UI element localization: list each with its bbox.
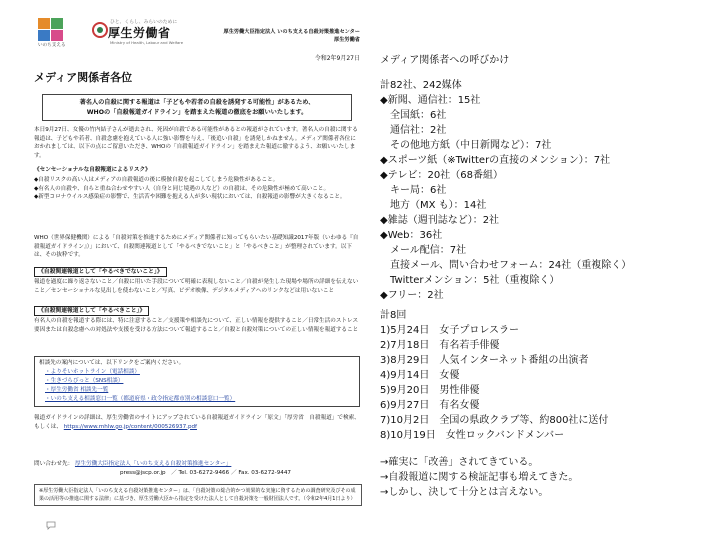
org-line-2: 厚生労働省	[334, 36, 360, 43]
who-paragraph: WHO（世界保健機関）による「自殺対策を推進するためにメディア関係者に知ってもらいたい基礎知識2017年版（いわゆる『自殺報道ガイドライン』）」において、自殺関連報道として「やるべきでないこと」と「やるべきこと」が整理されています。以下は、その抜粋です。	[34, 235, 359, 259]
summary-line: メール配信：7社	[380, 245, 467, 256]
footnote-box: ※厚生労働大臣指定法人「いのち支える自殺対策推進センター」は、「自殺対策の総合的かつ効果的な実施に資するための調査研究及びその成果の活用等の推進に関する法律」に基づき、厚生労働大臣から指定を受けた法人として自殺対策を一般財団法人です。（令和2年4月1日より）	[34, 484, 362, 506]
dont-text: 報道を過度に繰り返さないこと／自殺に用いた手段について明確に表現しないこと／自殺が発生した現場や場所の詳細を伝えないこと／センセーショナルな見出しを使わないこと／写真、ビデオ映像、デジタルメディアへのリンクなどは用いないこと	[34, 279, 359, 294]
risk-item: ◆新型コロナウイルス感染症の影響で、生活苦や困難を抱える人が多い現状においては、自殺報道の影響が大きくなること。	[34, 194, 346, 201]
summary-line: →確実に「改善」されてきている。	[380, 457, 539, 468]
summary-line: 計82社、242媒体	[380, 80, 462, 91]
summary-line: Twitterメンション：5社（重複除く）	[380, 275, 560, 286]
summary-line: 直接メール、問い合わせフォーム：24社（重複除く）	[380, 260, 632, 271]
summary-line: 2)7月18日 有名若手俳優	[380, 340, 500, 351]
summary-line: 8)10月19日 女性ロックバンドメンバー	[380, 430, 565, 441]
org-line-1: 厚生労働大臣指定法人 いのち支える自殺対策推進センター	[223, 29, 360, 35]
summary-line: ◆スポーツ紙（※Twitterの直接のメンション）：7社	[380, 155, 611, 166]
contact-label: 問い合わせ先：	[34, 461, 74, 467]
do-heading: 《自殺関連報道として「やるべきこと」》	[34, 306, 149, 316]
guideline-paragraph	[34, 414, 360, 431]
summary-line: その他地方紙（中日新聞など）：7社	[380, 140, 552, 151]
summary-title: メディア関係者への呼びかけ	[380, 55, 510, 66]
consult-link-windows[interactable]: ・いのち支える相談窓口一覧（都道府県・政令指定都市別の相談窓口一覧）	[45, 395, 236, 402]
document-date: 令和2年9月27日	[314, 55, 360, 62]
summary-line: 3)8月29日 人気インターネット番組の出演者	[380, 355, 589, 366]
summary-line: 1)5月24日 女子プロレスラー	[380, 325, 520, 336]
summary-line: 計8回	[380, 310, 407, 321]
summary-line: 6)9月27日 有名女優	[380, 400, 480, 411]
contact-details: press@jscp.or.jp ／ Tel. 03-6272-9466 ／ Fax. 03-6272-9447	[120, 469, 291, 476]
request-title-box	[42, 94, 352, 121]
summary-line: →自殺報道に関する検証記事も増えてきた。	[380, 472, 579, 483]
summary-line: ◆新聞、通信社：15社	[380, 95, 481, 106]
summary-line: 全国紙：6社	[380, 110, 447, 121]
risk-list	[34, 176, 360, 202]
dont-heading: 《自殺関連報道として「やるべきでないこと」》	[34, 267, 167, 277]
guideline-url-link[interactable]: https://www.mhlw.go.jp/content/000526937.pdf	[63, 423, 198, 430]
addressee: メディア関係者各位	[34, 71, 133, 84]
request-title-line-1: 著名人の自殺に関する報道は「子どもや若者の自殺を誘発する可能性」があるため、	[79, 99, 315, 106]
guideline-text: 報道ガイドラインの詳細は、厚生労働省のサイトにアップされている自殺報道ガイドライン「原文」「厚労省 自殺報道」で検索、もしくは、	[34, 415, 360, 430]
summary-line: →しかし、決して十分とは言えない。	[380, 487, 549, 498]
consultation-box	[34, 356, 360, 407]
summary-line: 通信社：2社	[380, 125, 447, 136]
center-logo-icon	[38, 18, 64, 42]
logo-caption: いのち支える	[38, 43, 66, 48]
consult-link-sns[interactable]: ・生きづらびっと（SNS相談）	[45, 377, 124, 384]
ministry-name: 厚生労働省	[108, 26, 171, 40]
summary-line: ◆雑誌（週刊誌など）：2社	[380, 215, 500, 226]
risk-item: ◆自殺リスクの高い人はメディアの自殺報道の後に模倣自殺を起こしてしまう危険性があること。	[34, 177, 279, 183]
risk-heading: 《センセーショナルな自殺報道によるリスク》	[34, 167, 151, 173]
request-title-line-2: WHOの「自殺報道ガイドライン」を踏まえた報道の徹底をお願いいたします。	[86, 108, 308, 116]
summary-line: ◆フリー：2社	[380, 290, 444, 301]
issuing-organization	[184, 29, 360, 45]
risk-item: ◆有名人の自殺や、自らと重ね合わせやすい人（自身と同じ境遇の人など）の自殺は、その危険性が極めて高いこと。	[34, 185, 330, 192]
summary-line: ◆テレビ：20社（68番組）	[380, 170, 503, 181]
ministry-tagline: ひと、くらし、みらいのために	[110, 20, 178, 25]
consult-intro: 相談先の案内については、以下リンクをご案内ください。	[39, 360, 185, 366]
document-header	[34, 18, 360, 46]
summary-line: 地方（MX も）：14社	[380, 200, 487, 211]
intro-paragraph: 本日9月27日、女優の竹内結子さんが逝去され、死因が自殺である可能性があるとの報道がされています。著名人の自殺に関する報道は、子どもや若者、自殺念慮を抱えている人に強い影響を与え、「後追い自殺」を誘発しかねません。メディア関係者各位におかれましては、以下の点にご留意いただき、WHOの「自殺報道ガイドライン」を踏まえた報道に徹するよう、お願いいたします。	[34, 127, 358, 159]
summary-line: 7)10月2日 全国の県政クラブ等、約800社に送付	[380, 415, 609, 426]
contact-name-link[interactable]: 厚生労働大臣指定法人「いのち支える自殺対策推進センター」	[74, 461, 232, 467]
contact-info	[34, 460, 360, 478]
press-release-document	[34, 0, 360, 541]
consult-link-hotline[interactable]: ・よりそいホットライン（電話相談）	[45, 368, 140, 375]
consult-link-mhlw[interactable]: ・厚生労働省 相談先一覧	[45, 386, 109, 393]
do-text: 有名人の自殺を報道する際には、特に注意すること／支援策や相談先について、正しい情報を提供すること／日常生活のストレス要因または自殺念慮への対処法や支援を受ける方法について報道すること／自殺と自殺対策についての正しい情報を報道すること	[34, 318, 359, 333]
summary-line: ◆Web：36社	[380, 230, 443, 241]
summary-line: キー局：6社	[380, 185, 447, 196]
summary-line: 5)9月20日 男性俳優	[380, 385, 480, 396]
ministry-name-en: Ministry of Health, Labour and Welfare	[110, 40, 184, 45]
summary-line: 4)9月14日 女優	[380, 370, 460, 381]
ministry-logo-icon	[92, 22, 108, 38]
speech-bubble-icon	[46, 521, 56, 530]
